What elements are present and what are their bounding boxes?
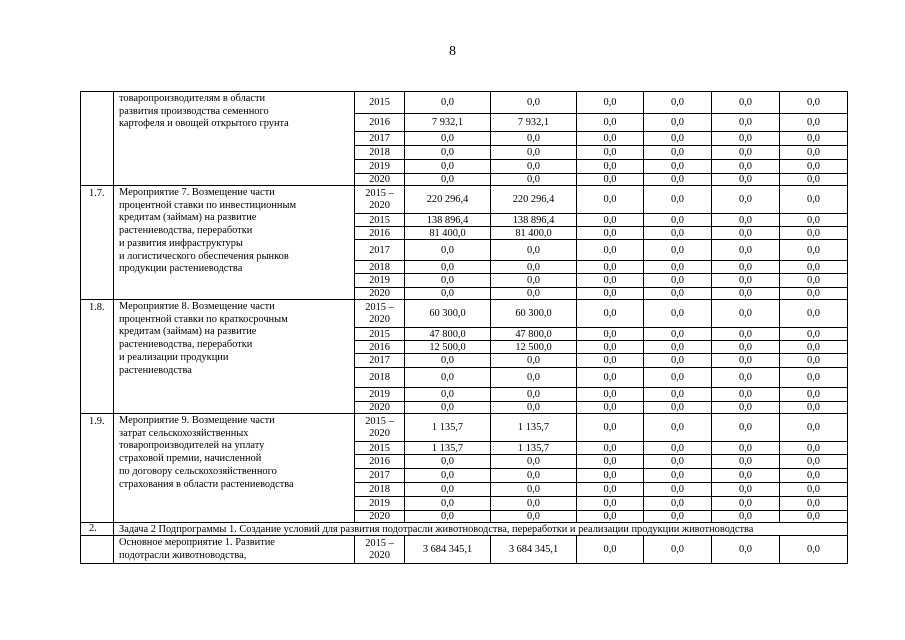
total-value: 0,0 [405, 497, 491, 511]
col5-value: 0,0 [712, 92, 780, 114]
year-cell: 2017 [355, 240, 405, 261]
col6-value: 0,0 [780, 274, 848, 288]
description-line: развития производства семенного [119, 105, 269, 117]
col5-value: 0,0 [712, 483, 780, 497]
col5-value: 0,0 [712, 261, 780, 274]
col6-value: 0,0 [780, 483, 848, 497]
col6-value: 0,0 [780, 261, 848, 274]
year-cell: 2015 [355, 442, 405, 455]
description-line: растениеводства, переработки [119, 339, 253, 351]
task-text: Задача 2 Подпрограммы 1. Создание условий для развития подотрасли животноводства, переработки и реализации продукции животноводства [114, 523, 848, 536]
col4-value: 0,0 [644, 455, 712, 469]
total-value: 0,0 [405, 455, 491, 469]
description-line: затрат сельскохозяйственных [119, 427, 249, 439]
col5-value: 0,0 [712, 341, 780, 354]
col6-value: 0,0 [780, 469, 848, 483]
year-cell: 2019 [355, 388, 405, 402]
federal-value: 0,0 [491, 146, 577, 160]
col4-value: 0,0 [644, 160, 712, 174]
total-value: 0,0 [405, 274, 491, 288]
total-value: 1 135,7 [405, 414, 491, 442]
col6-value: 0,0 [780, 328, 848, 341]
col5-value: 0,0 [712, 414, 780, 442]
col6-value: 0,0 [780, 511, 848, 523]
col5-value: 0,0 [712, 160, 780, 174]
col3-value: 0,0 [577, 402, 644, 414]
federal-value: 138 896,4 [491, 214, 577, 227]
col6-value: 0,0 [780, 160, 848, 174]
col3-value: 0,0 [577, 174, 644, 186]
year-line: 2015 – [365, 537, 394, 549]
year-cell: 2015 [355, 214, 405, 227]
col4-value: 0,0 [644, 132, 712, 146]
total-value: 3 684 345,1 [405, 536, 491, 564]
col3-value: 0,0 [577, 483, 644, 497]
col3-value: 0,0 [577, 300, 644, 328]
col5-value: 0,0 [712, 328, 780, 341]
col6-value: 0,0 [780, 92, 848, 114]
col4-value: 0,0 [644, 469, 712, 483]
col6-value: 0,0 [780, 186, 848, 214]
total-value: 0,0 [405, 354, 491, 368]
description-line: по договору сельскохозяйственного [119, 465, 277, 477]
item-description [114, 536, 355, 564]
col3-value: 0,0 [577, 240, 644, 261]
total-value: 0,0 [405, 402, 491, 414]
item-description [114, 300, 355, 414]
year-line: 2020 [369, 427, 390, 439]
federal-value: 0,0 [491, 288, 577, 300]
federal-value: 0,0 [491, 455, 577, 469]
col4-value: 0,0 [644, 536, 712, 564]
total-value: 0,0 [405, 146, 491, 160]
year-cell: 2020 [355, 511, 405, 523]
total-value: 220 296,4 [405, 186, 491, 214]
description-line: и реализации продукции [119, 351, 229, 363]
col3-value: 0,0 [577, 368, 644, 388]
col5-value: 0,0 [712, 186, 780, 214]
year-cell: 2017 [355, 132, 405, 146]
total-value: 0,0 [405, 174, 491, 186]
federal-value: 0,0 [491, 132, 577, 146]
col4-value: 0,0 [644, 368, 712, 388]
col5-value: 0,0 [712, 469, 780, 483]
item-description [114, 186, 355, 300]
col4-value: 0,0 [644, 402, 712, 414]
col5-value: 0,0 [712, 354, 780, 368]
description-line: товаропроизводителей на уплату [119, 440, 265, 452]
item-number: 1.7. [81, 186, 114, 300]
year-cell: 2016 [355, 341, 405, 354]
col4-value: 0,0 [644, 354, 712, 368]
federal-value: 0,0 [491, 469, 577, 483]
year-cell: 2018 [355, 368, 405, 388]
total-value: 0,0 [405, 511, 491, 523]
col6-value: 0,0 [780, 414, 848, 442]
total-value: 0,0 [405, 288, 491, 300]
col5-value: 0,0 [712, 300, 780, 328]
task-row [81, 523, 848, 536]
item-number [81, 536, 114, 564]
year-line: 2015 – [365, 415, 394, 427]
col4-value: 0,0 [644, 227, 712, 240]
col3-value: 0,0 [577, 497, 644, 511]
col5-value: 0,0 [712, 214, 780, 227]
col5-value: 0,0 [712, 274, 780, 288]
total-value: 7 932,1 [405, 114, 491, 132]
col3-value: 0,0 [577, 186, 644, 214]
description-line: страховой премии, начисленной [119, 453, 262, 465]
description-line: растениеводства, переработки [119, 225, 253, 237]
col4-value: 0,0 [644, 483, 712, 497]
page-number: 8 [449, 44, 456, 59]
total-value: 0,0 [405, 388, 491, 402]
budget-table [80, 91, 848, 564]
year-cell: 2017 [355, 469, 405, 483]
col5-value: 0,0 [712, 536, 780, 564]
table-row [81, 414, 848, 442]
col4-value: 0,0 [644, 174, 712, 186]
col6-value: 0,0 [780, 402, 848, 414]
year-cell [355, 536, 405, 564]
federal-value: 3 684 345,1 [491, 536, 577, 564]
description-line: Мероприятие 7. Возмещение части [119, 187, 275, 198]
description-line: Мероприятие 8. Возмещение части [119, 301, 275, 312]
table-row [81, 536, 848, 564]
total-value: 0,0 [405, 261, 491, 274]
col3-value: 0,0 [577, 469, 644, 483]
col3-value: 0,0 [577, 114, 644, 132]
item-number: 1.8. [81, 300, 114, 414]
year-cell: 2018 [355, 483, 405, 497]
col4-value: 0,0 [644, 240, 712, 261]
col3-value: 0,0 [577, 146, 644, 160]
federal-value: 0,0 [491, 483, 577, 497]
year-cell [355, 414, 405, 442]
year-cell: 2016 [355, 114, 405, 132]
year-cell: 2019 [355, 160, 405, 174]
year-line: 2020 [369, 549, 390, 561]
col5-value: 0,0 [712, 174, 780, 186]
total-value: 60 300,0 [405, 300, 491, 328]
col6-value: 0,0 [780, 455, 848, 469]
year-cell [355, 300, 405, 328]
total-value: 0,0 [405, 469, 491, 483]
col5-value: 0,0 [712, 497, 780, 511]
federal-value: 60 300,0 [491, 300, 577, 328]
total-value: 0,0 [405, 160, 491, 174]
description-line: Мероприятие 9. Возмещение части [119, 415, 275, 426]
col6-value: 0,0 [780, 227, 848, 240]
col5-value: 0,0 [712, 511, 780, 523]
federal-value: 0,0 [491, 240, 577, 261]
year-cell: 2020 [355, 174, 405, 186]
col6-value: 0,0 [780, 300, 848, 328]
total-value: 0,0 [405, 240, 491, 261]
task-number: 2. [81, 523, 114, 536]
item-description [114, 92, 355, 186]
col6-value: 0,0 [780, 368, 848, 388]
col6-value: 0,0 [780, 341, 848, 354]
col3-value: 0,0 [577, 536, 644, 564]
col5-value: 0,0 [712, 227, 780, 240]
col4-value: 0,0 [644, 388, 712, 402]
table-row [81, 92, 848, 114]
federal-value: 47 800,0 [491, 328, 577, 341]
col5-value: 0,0 [712, 442, 780, 455]
col3-value: 0,0 [577, 132, 644, 146]
federal-value: 81 400,0 [491, 227, 577, 240]
table-row [81, 300, 848, 328]
federal-value: 1 135,7 [491, 442, 577, 455]
total-value: 1 135,7 [405, 442, 491, 455]
col3-value: 0,0 [577, 414, 644, 442]
col4-value: 0,0 [644, 341, 712, 354]
col6-value: 0,0 [780, 536, 848, 564]
year-line: 2015 – [365, 187, 394, 199]
col5-value: 0,0 [712, 455, 780, 469]
description-line: и логистического обеспечения рынков [119, 250, 289, 262]
col6-value: 0,0 [780, 388, 848, 402]
col4-value: 0,0 [644, 328, 712, 341]
federal-value: 7 932,1 [491, 114, 577, 132]
federal-value: 0,0 [491, 511, 577, 523]
total-value: 0,0 [405, 368, 491, 388]
description-line: процентной ставки по инвестиционным [119, 199, 297, 211]
year-cell: 2020 [355, 402, 405, 414]
col6-value: 0,0 [780, 132, 848, 146]
col3-value: 0,0 [577, 442, 644, 455]
federal-value: 0,0 [491, 388, 577, 402]
col4-value: 0,0 [644, 300, 712, 328]
year-cell: 2017 [355, 354, 405, 368]
total-value: 12 500,0 [405, 341, 491, 354]
year-cell: 2016 [355, 455, 405, 469]
col4-value: 0,0 [644, 442, 712, 455]
federal-value: 0,0 [491, 497, 577, 511]
col6-value: 0,0 [780, 214, 848, 227]
col6-value: 0,0 [780, 146, 848, 160]
federal-value: 12 500,0 [491, 341, 577, 354]
col4-value: 0,0 [644, 214, 712, 227]
description-line: растениеводства [119, 364, 192, 376]
col3-value: 0,0 [577, 227, 644, 240]
col4-value: 0,0 [644, 497, 712, 511]
description-line: кредитам (займам) на развитие [119, 212, 257, 224]
item-number [81, 92, 114, 186]
year-cell: 2015 [355, 92, 405, 114]
federal-value: 0,0 [491, 402, 577, 414]
col6-value: 0,0 [780, 240, 848, 261]
item-description [114, 414, 355, 523]
total-value: 47 800,0 [405, 328, 491, 341]
col5-value: 0,0 [712, 240, 780, 261]
total-value: 0,0 [405, 92, 491, 114]
total-value: 0,0 [405, 483, 491, 497]
year-cell: 2016 [355, 227, 405, 240]
federal-value: 0,0 [491, 174, 577, 186]
col3-value: 0,0 [577, 341, 644, 354]
col6-value: 0,0 [780, 174, 848, 186]
year-cell: 2019 [355, 497, 405, 511]
year-cell: 2018 [355, 261, 405, 274]
col4-value: 0,0 [644, 274, 712, 288]
total-value: 138 896,4 [405, 214, 491, 227]
col3-value: 0,0 [577, 160, 644, 174]
description-line: Основное мероприятие 1. Развитие [119, 537, 275, 548]
year-cell: 2018 [355, 146, 405, 160]
col6-value: 0,0 [780, 288, 848, 300]
col4-value: 0,0 [644, 146, 712, 160]
year-line: 2020 [369, 313, 390, 325]
col6-value: 0,0 [780, 442, 848, 455]
col5-value: 0,0 [712, 114, 780, 132]
col3-value: 0,0 [577, 511, 644, 523]
description-line: картофеля и овощей открытого грунта [119, 118, 289, 130]
col3-value: 0,0 [577, 92, 644, 114]
col6-value: 0,0 [780, 497, 848, 511]
federal-value: 0,0 [491, 160, 577, 174]
year-line: 2015 – [365, 301, 394, 313]
federal-value: 0,0 [491, 92, 577, 114]
col3-value: 0,0 [577, 354, 644, 368]
description-line: и развития инфраструктуры [119, 237, 243, 249]
total-value: 0,0 [405, 132, 491, 146]
federal-value: 0,0 [491, 368, 577, 388]
col3-value: 0,0 [577, 261, 644, 274]
col4-value: 0,0 [644, 288, 712, 300]
year-line: 2020 [369, 199, 390, 211]
col4-value: 0,0 [644, 261, 712, 274]
col6-value: 0,0 [780, 114, 848, 132]
col5-value: 0,0 [712, 368, 780, 388]
description-line: страхования в области растениеводства [119, 478, 294, 490]
col4-value: 0,0 [644, 414, 712, 442]
description-line: подотрасли животноводства, [119, 549, 247, 561]
year-cell: 2019 [355, 274, 405, 288]
col3-value: 0,0 [577, 288, 644, 300]
federal-value: 0,0 [491, 274, 577, 288]
col3-value: 0,0 [577, 328, 644, 341]
col4-value: 0,0 [644, 186, 712, 214]
year-cell [355, 186, 405, 214]
description-line: продукции растениеводства [119, 263, 243, 275]
federal-value: 0,0 [491, 354, 577, 368]
description-line: кредитам (займам) на развитие [119, 326, 257, 338]
col4-value: 0,0 [644, 511, 712, 523]
col6-value: 0,0 [780, 354, 848, 368]
col3-value: 0,0 [577, 455, 644, 469]
col4-value: 0,0 [644, 114, 712, 132]
col5-value: 0,0 [712, 132, 780, 146]
description-line: процентной ставки по краткосрочным [119, 313, 288, 325]
col3-value: 0,0 [577, 274, 644, 288]
col5-value: 0,0 [712, 288, 780, 300]
col5-value: 0,0 [712, 388, 780, 402]
col5-value: 0,0 [712, 402, 780, 414]
total-value: 81 400,0 [405, 227, 491, 240]
item-number: 1.9. [81, 414, 114, 523]
col3-value: 0,0 [577, 388, 644, 402]
col3-value: 0,0 [577, 214, 644, 227]
table-row [81, 186, 848, 214]
year-cell: 2015 [355, 328, 405, 341]
description-line: товаропроизводителям в области [119, 93, 266, 104]
federal-value: 220 296,4 [491, 186, 577, 214]
federal-value: 0,0 [491, 261, 577, 274]
year-cell: 2020 [355, 288, 405, 300]
col4-value: 0,0 [644, 92, 712, 114]
col5-value: 0,0 [712, 146, 780, 160]
federal-value: 1 135,7 [491, 414, 577, 442]
